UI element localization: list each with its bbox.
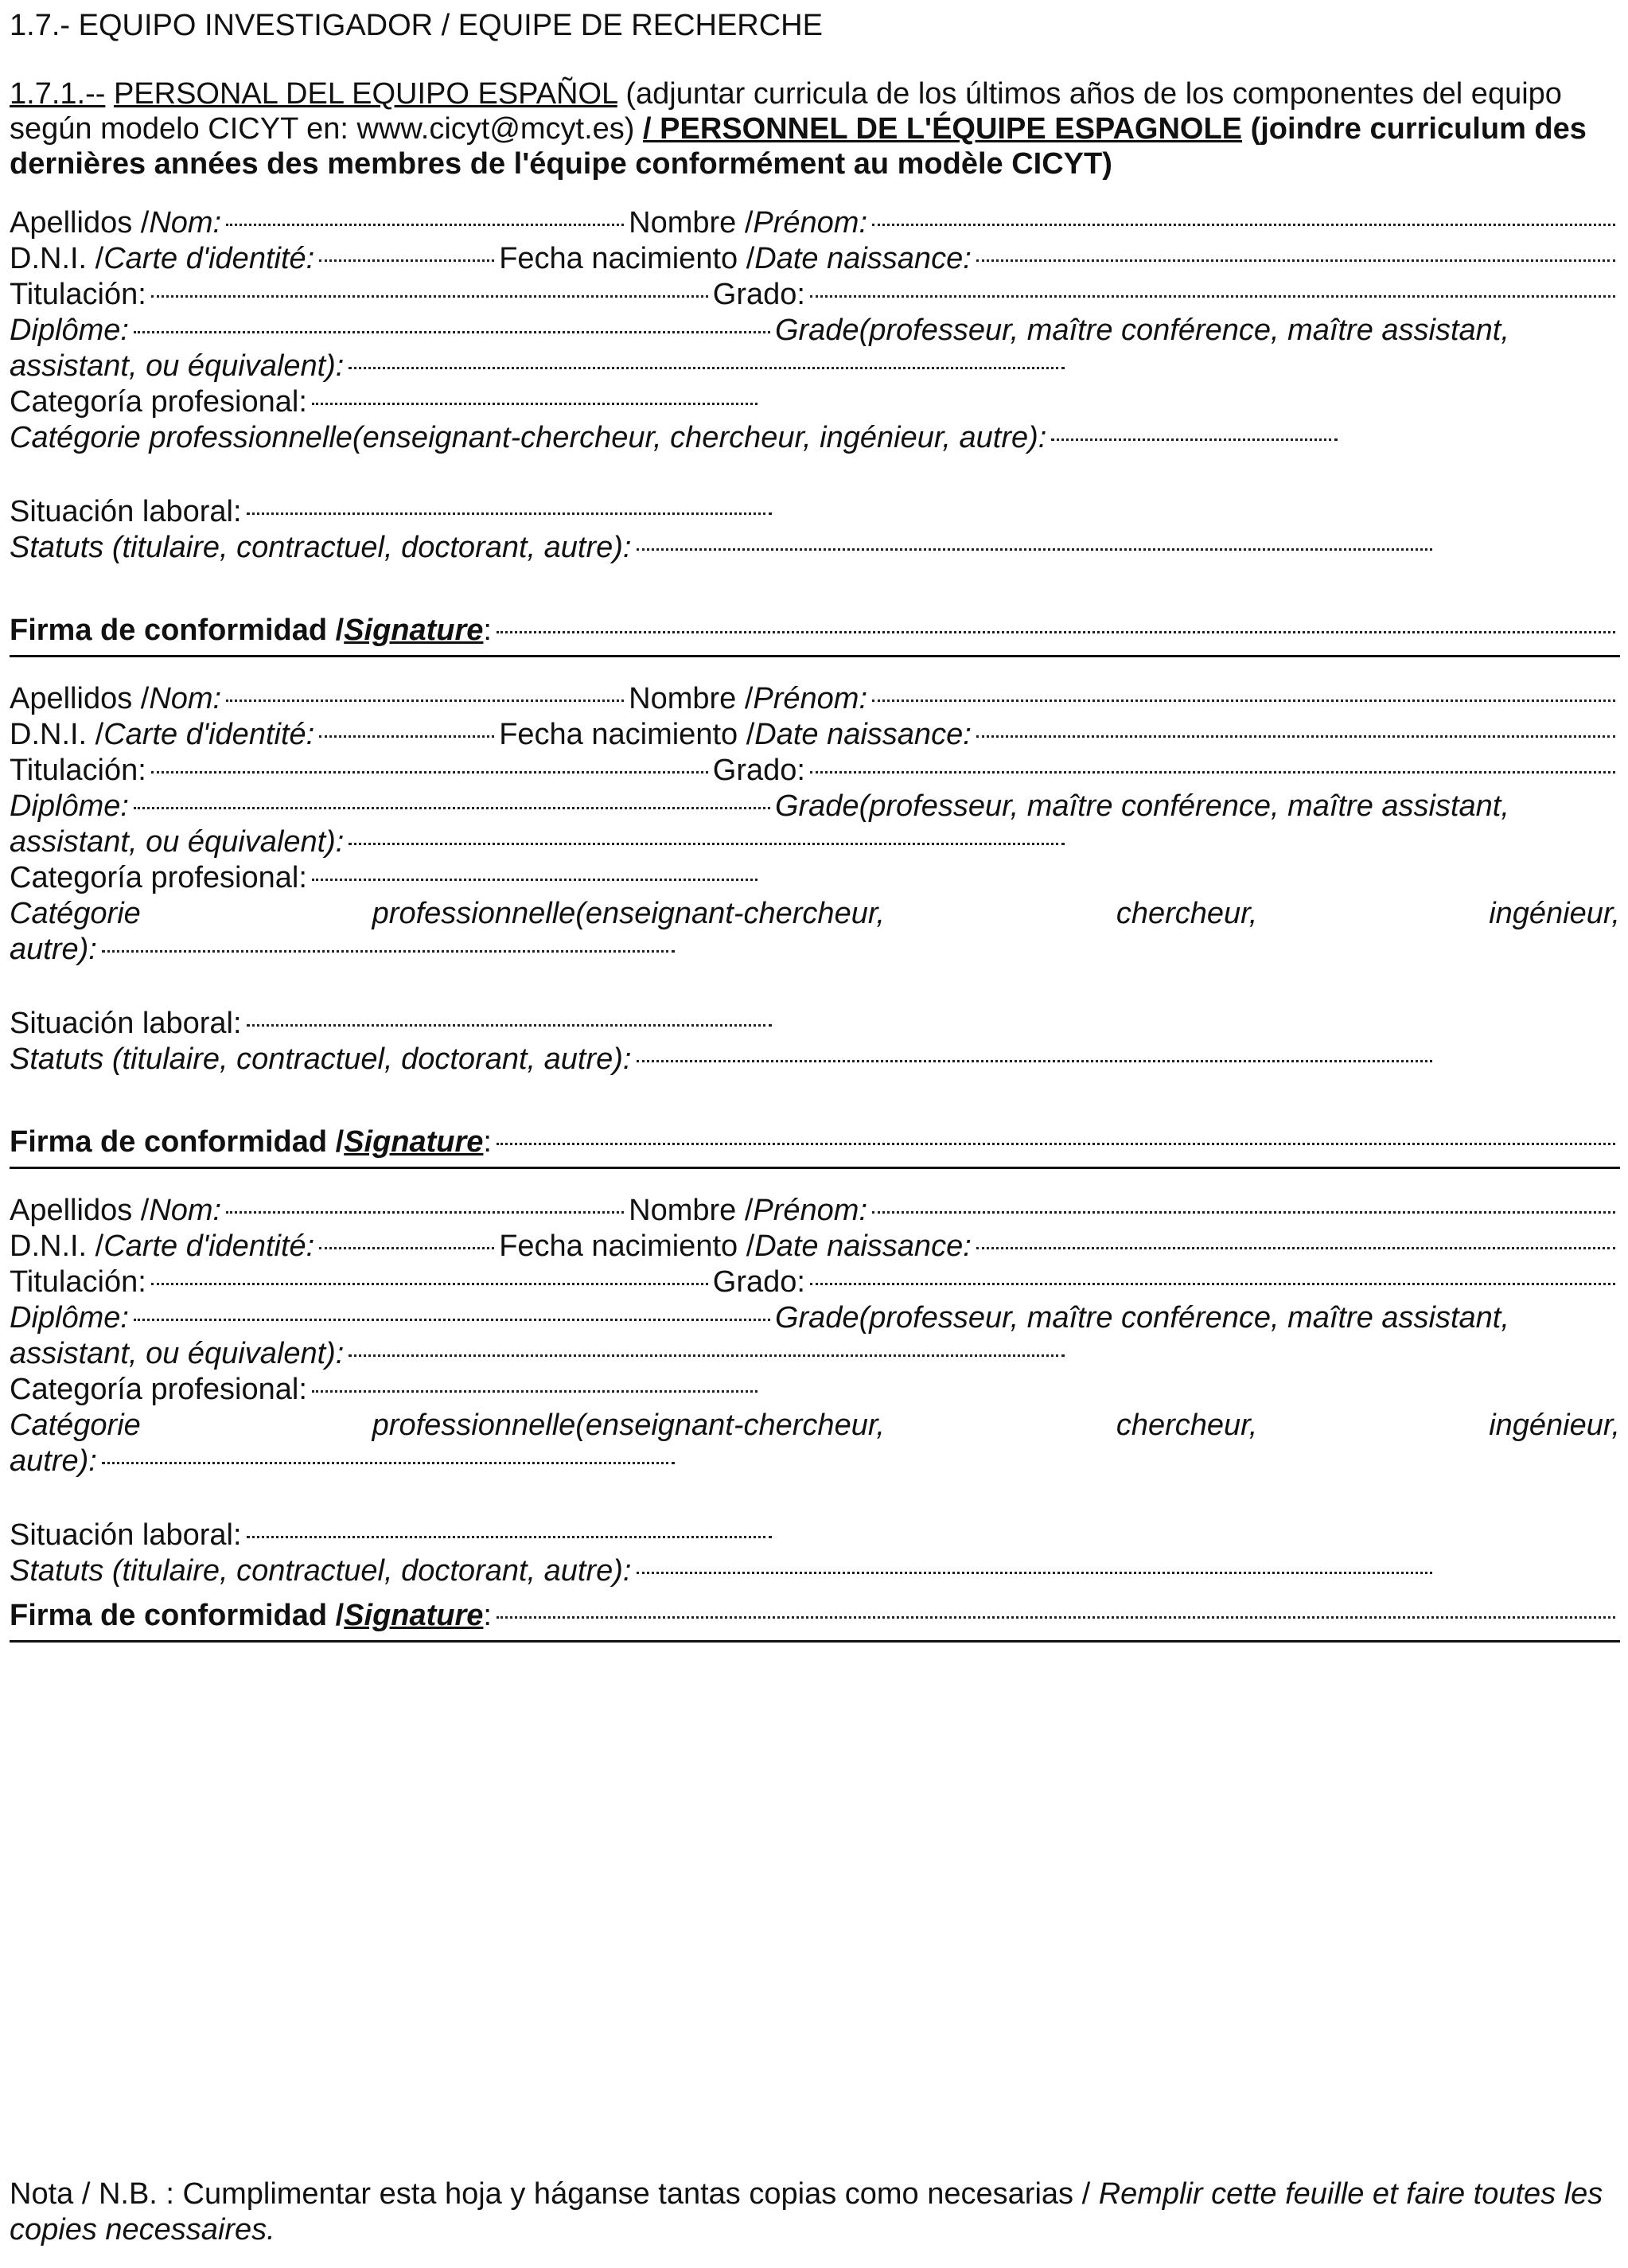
category-fr-row: Catégorie professionnelle(enseignant-chercheur, chercheur, ingénieur, [10,1409,1620,1442]
signature-row: Firma de conformidad / Signature : [10,1122,1620,1169]
note-text-fr: Remplir cette feuille et faire toutes les copies necessaires. [10,2177,1603,2247]
diploma-field[interactable] [134,807,770,809]
category-es-row: Categoría profesional: [10,1372,1620,1408]
category-field[interactable] [312,879,758,881]
footer-note [10,2176,1617,2248]
intro-paragraph [10,76,1620,181]
category-fr-field[interactable] [102,950,675,953]
id-field[interactable] [319,735,494,738]
autre-row: autre): [10,1444,1620,1479]
birth-date-field[interactable] [976,1247,1615,1249]
first-name-field[interactable] [872,224,1615,226]
surname-field[interactable] [226,699,624,702]
status-field[interactable] [637,548,1432,551]
name-row: Apellidos / Nom: Nombre / Prénom: [10,681,1620,717]
employment-field[interactable] [247,1024,772,1027]
diploma-row: Diplôme: Grade(professeur, maître conférence, maître assistant, [10,1301,1509,1335]
category-es-row: Categoría profesional: [10,860,1620,896]
autre-row: autre): [10,932,1620,968]
signature-row: Firma de conformidad / Signature : [10,610,1620,657]
surname-field[interactable] [226,1211,624,1214]
id-row: D.N.I. / Carte d'identité: Fecha nacimiento / Date naissance: [10,241,1620,277]
category-field[interactable] [312,403,758,405]
degree-row: Titulación: Grado: [10,277,1620,313]
intro-text-es: (adjuntar curricula de los últimos años de los componentes del equipo según modelo CICYT en: www.cicyt@mcyt.es) [10,77,1562,146]
section-header [10,6,1620,45]
person-block-2 [10,681,1620,1169]
first-name-field[interactable] [872,1211,1615,1214]
category-fr-field[interactable] [102,1462,675,1464]
signature-field[interactable] [497,1616,1615,1619]
degree-row: Titulación: Grado: [10,1265,1620,1300]
id-field[interactable] [319,259,494,262]
section-number: 1.7.1.-- [10,77,106,111]
name-row: Apellidos / Nom: Nombre / Prénom: [10,1193,1620,1229]
degree-field[interactable] [151,295,708,298]
section-heading-es: PERSONAL DEL EQUIPO ESPAÑOL [113,77,617,111]
employment-row: Situación laboral: [10,494,1620,530]
status-row: Statuts (titulaire, contractuel, doctorant, autre): [10,1042,1620,1077]
birth-date-field[interactable] [976,735,1615,738]
id-row: D.N.I. / Carte d'identité: Fecha nacimiento / Date naissance: [10,1229,1620,1265]
assistant-row: assistant, ou équivalent): [10,349,1620,384]
status-field[interactable] [637,1060,1432,1062]
grade-field[interactable] [810,295,1615,298]
employment-row: Situación laboral: [10,1006,1620,1042]
grade-detail-field[interactable] [349,843,1065,845]
category-fr-row: Catégorie professionnelle(enseignant-chercheur, chercheur, ingénieur, [10,897,1620,930]
status-row: Statuts (titulaire, contractuel, doctorant, autre): [10,1553,1620,1589]
signature-field[interactable] [497,631,1615,633]
grade-detail-field[interactable] [349,1354,1065,1357]
status-row: Statuts (titulaire, contractuel, doctorant, autre): [10,530,1620,566]
surname-field[interactable] [226,224,624,226]
signature-field[interactable] [497,1143,1615,1145]
employment-row: Situación laboral: [10,1518,1620,1553]
note-text-es: Nota / N.B. : Cumplimentar esta hoja y háganse tantas copias como necesarias / [10,2177,1099,2211]
assistant-row: assistant, ou équivalent): [10,824,1620,860]
person-block-1 [10,205,1620,657]
category-field[interactable] [312,1390,758,1393]
degree-field[interactable] [151,1283,708,1285]
grade-field[interactable] [810,771,1615,774]
degree-field[interactable] [151,771,708,774]
grade-field[interactable] [810,1283,1615,1285]
grade-detail-field[interactable] [349,367,1065,369]
id-field[interactable] [319,1247,494,1249]
diploma-row: Diplôme: Grade(professeur, maître conférence, maître assistant, [10,789,1509,823]
employment-field[interactable] [247,512,772,515]
diploma-row: Diplôme: Grade(professeur, maître conférence, maître assistant, [10,314,1509,347]
page-title: 1.7.- EQUIPO INVESTIGADOR / EQUIPE DE RECHERCHE [10,9,823,42]
diploma-field[interactable] [134,1319,770,1321]
assistant-row: assistant, ou équivalent): [10,1336,1620,1372]
birth-date-field[interactable] [976,259,1615,262]
diploma-field[interactable] [134,331,770,333]
name-row: Apellidos / Nom: Nombre / Prénom: [10,205,1620,241]
person-block-3 [10,1193,1620,1643]
status-field[interactable] [637,1572,1432,1574]
intro-text-fr: (joindre curriculum des dernières années des membres de l'équipe conformément au modèle CICYT) [10,112,1587,181]
section-heading-fr: / PERSONNEL DE L'ÉQUIPE ESPAGNOLE [643,112,1243,146]
category-fr-row: Catégorie professionnelle(enseignant-chercheur, chercheur, ingénieur, autre): [10,420,1620,456]
section-intro [10,76,1620,181]
signature-row: Firma de conformidad / Signature : [10,1596,1620,1643]
degree-row: Titulación: Grado: [10,753,1620,789]
category-fr-field[interactable] [1051,438,1338,441]
employment-field[interactable] [247,1536,772,1538]
first-name-field[interactable] [872,699,1615,702]
form-page [10,6,1620,1643]
id-row: D.N.I. / Carte d'identité: Fecha nacimiento / Date naissance: [10,717,1620,753]
category-es-row: Categoría profesional: [10,384,1620,420]
